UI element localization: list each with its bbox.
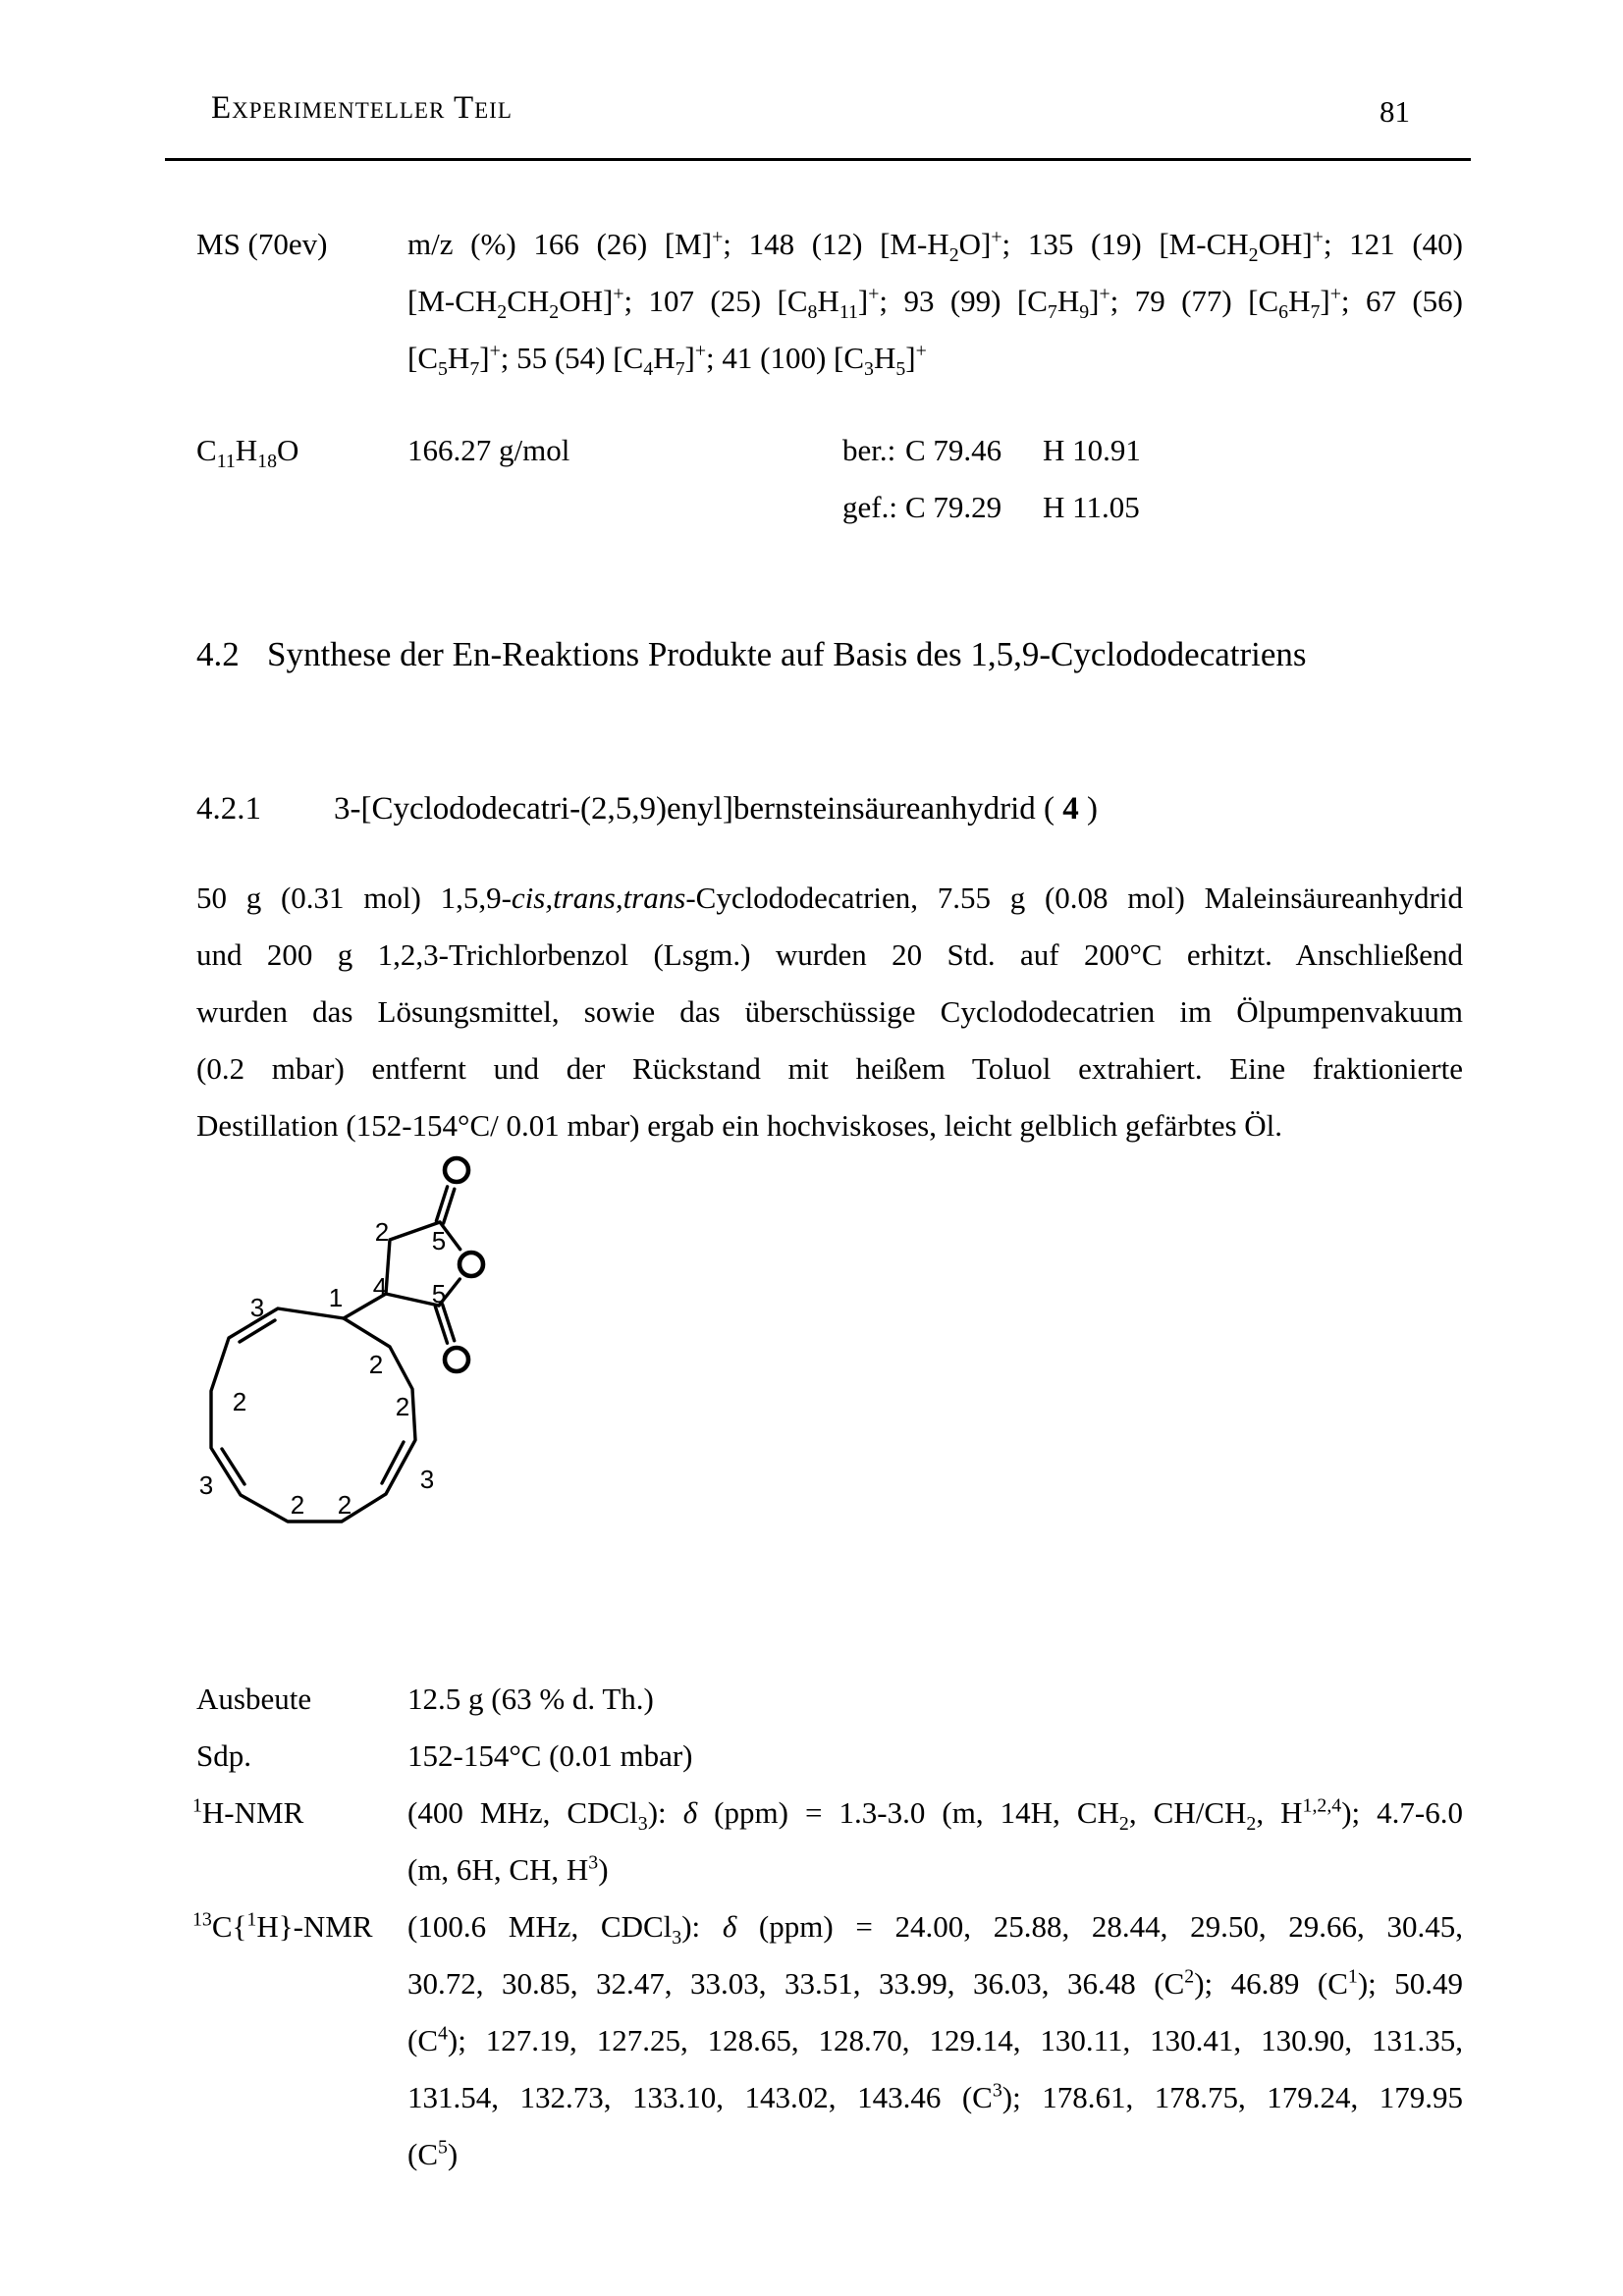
found-carbon: C 79.29 (905, 490, 1002, 524)
atom-label: 1 (328, 1283, 344, 1312)
ms-line: $[C_5H_7]^+$; 55 (54) $[C_4H_7]^+$; 41 (100) $[C_3H_5]^+$ (407, 340, 927, 381)
atom-label: 2 (290, 1490, 305, 1520)
atom-label: 3 (419, 1465, 435, 1494)
molecular-formula: $C_{11}H_{18}O$ (196, 433, 299, 473)
found-label: gef.: (842, 490, 897, 524)
yield-value: 12.5 g (63 % d. Th.) (407, 1682, 654, 1716)
header-rule (165, 158, 1471, 161)
atom-label: 5 (431, 1279, 447, 1308)
ms-line: m/z (%) 166 (26) [M]+; 148 (12) $[M-H_2O]^+$; 135 (19) $[M-CH_2OH]^+$; 121 (40) (407, 226, 1463, 267)
double-bond-inner (240, 1320, 275, 1342)
atom-label: 4 (372, 1272, 388, 1302)
paragraph-line: wurden das Lösungsmittel, sowie das überschüssige Cyclododecatrien im Ölpumpenvakuum (196, 994, 1463, 1029)
hnmr-values (407, 1785, 1463, 1898)
calc-hydrogen: H 10.91 (1043, 433, 1141, 467)
ms-label: MS (70ev) (196, 227, 328, 261)
found-hydrogen: H 11.05 (1043, 490, 1140, 524)
yield-label: Ausbeute (196, 1682, 312, 1716)
oxygen-atom (445, 1348, 468, 1371)
double-bond-inner (382, 1442, 404, 1483)
molecular-weight: 166.27 g/mol (407, 433, 570, 467)
boiling-point-label: Sdp. (196, 1738, 251, 1773)
section-number: 4.2 (196, 635, 240, 673)
calc-carbon: C 79.46 (905, 433, 1002, 467)
cnmr-line: 131.54, 132.73, 133.10, 143.02, 143.46 $(C^3)$; 178.61, 178.75, 179.24, 179.95 (407, 2079, 1463, 2114)
cnmr-line: $(C^5)$ (407, 2136, 459, 2171)
paragraph-line: und 200 g 1,2,3-Trichlorbenzol (Lsgm.) wurden 20 Std. auf 200°C erhitzt. Anschließend (196, 937, 1463, 972)
hnmr-label: $^1$H-NMR (192, 1794, 304, 1830)
paragraph-line: Destillation (152-154°C/ 0.01 mbar) ergab ein hochviskoses, leicht gelblich gefärbtes Öl. (196, 1108, 1283, 1143)
hnmr-line: (400 MHz, CDCl$_3$): δ (ppm) = 1.3-3.0 (m, 14H, $CH_2$, $CH/CH_2$, H$^{1,2,4}$); 4.7-6.0 (407, 1794, 1464, 1836)
oxygen-atom (445, 1158, 468, 1182)
cnmr-values (407, 1898, 1463, 2183)
atom-label: 2 (374, 1217, 390, 1247)
calc-label: ber.: (842, 433, 896, 467)
boiling-point-value: 152-154°C (0.01 mbar) (407, 1738, 693, 1773)
double-bond-inner (222, 1449, 244, 1484)
ms-values (407, 216, 1463, 387)
paragraph-line: 50 g (0.31 mol) 1,5,9-cis,trans,trans-Cyclododecatrien, 7.55 g (0.08 mol) Maleinsäureanhydrid (196, 881, 1463, 915)
atom-label: 2 (232, 1387, 247, 1416)
atom-label: 2 (368, 1350, 384, 1379)
running-header-title: Experimenteller Teil (211, 90, 513, 126)
cnmr-label: $^{13}$C{$^1$H}-NMR (192, 1908, 373, 1944)
cnmr-line: $(C^4)$; 127.19, 127.25, 128.65, 128.70, 129.14, 130.11, 130.41, 130.90, 131.35, (407, 2022, 1463, 2057)
section-title: Synthese der En-Reaktions Produkte auf Basis des 1,5,9-Cyclododecatriens (267, 635, 1307, 673)
atom-label: 3 (249, 1293, 265, 1322)
atom-label: 2 (395, 1392, 410, 1421)
experimental-paragraph (196, 870, 1463, 1154)
chemical-structure-diagram (137, 1129, 530, 1561)
cnmr-line: (100.6 MHz, CDCl$_3$): δ (ppm) = 24.00, 25.88, 28.44, 29.50, 29.66, 30.45, (407, 1909, 1463, 1949)
subsection-title: 3-[Cyclododecatri-(2,5,9)enyl]bernsteinsäureanhydrid ( 4 ) (334, 791, 1098, 827)
cnmr-line: 30.72, 30.85, 32.47, 33.03, 33.51, 33.99, 36.03, 36.48 $(C^2)$; 46.89 $(C^1)$; 50.49 (407, 1965, 1464, 2001)
atom-label: 2 (337, 1490, 352, 1520)
hnmr-line: (m, 6H, CH, $H^3$) (407, 1851, 609, 1887)
oxygen-atom (460, 1253, 483, 1276)
paragraph-line: (0.2 mbar) entfernt und der Rückstand mit heißem Toluol extrahiert. Eine fraktionierte (196, 1051, 1463, 1086)
page-number: 81 (1380, 94, 1410, 129)
atom-label: 3 (198, 1470, 214, 1500)
atom-label: 5 (431, 1226, 447, 1255)
oxygen-atoms (445, 1158, 483, 1371)
ms-line: $[M-CH_2CH_2OH]^+$; 107 (25) $[C_8H_{11}]^+$; 93 (99) $[C_7H_9]^+$; 79 (77) $[C_6H_7]^+$; 67 (56) (407, 283, 1464, 324)
subsection-number: 4.2.1 (196, 791, 261, 827)
